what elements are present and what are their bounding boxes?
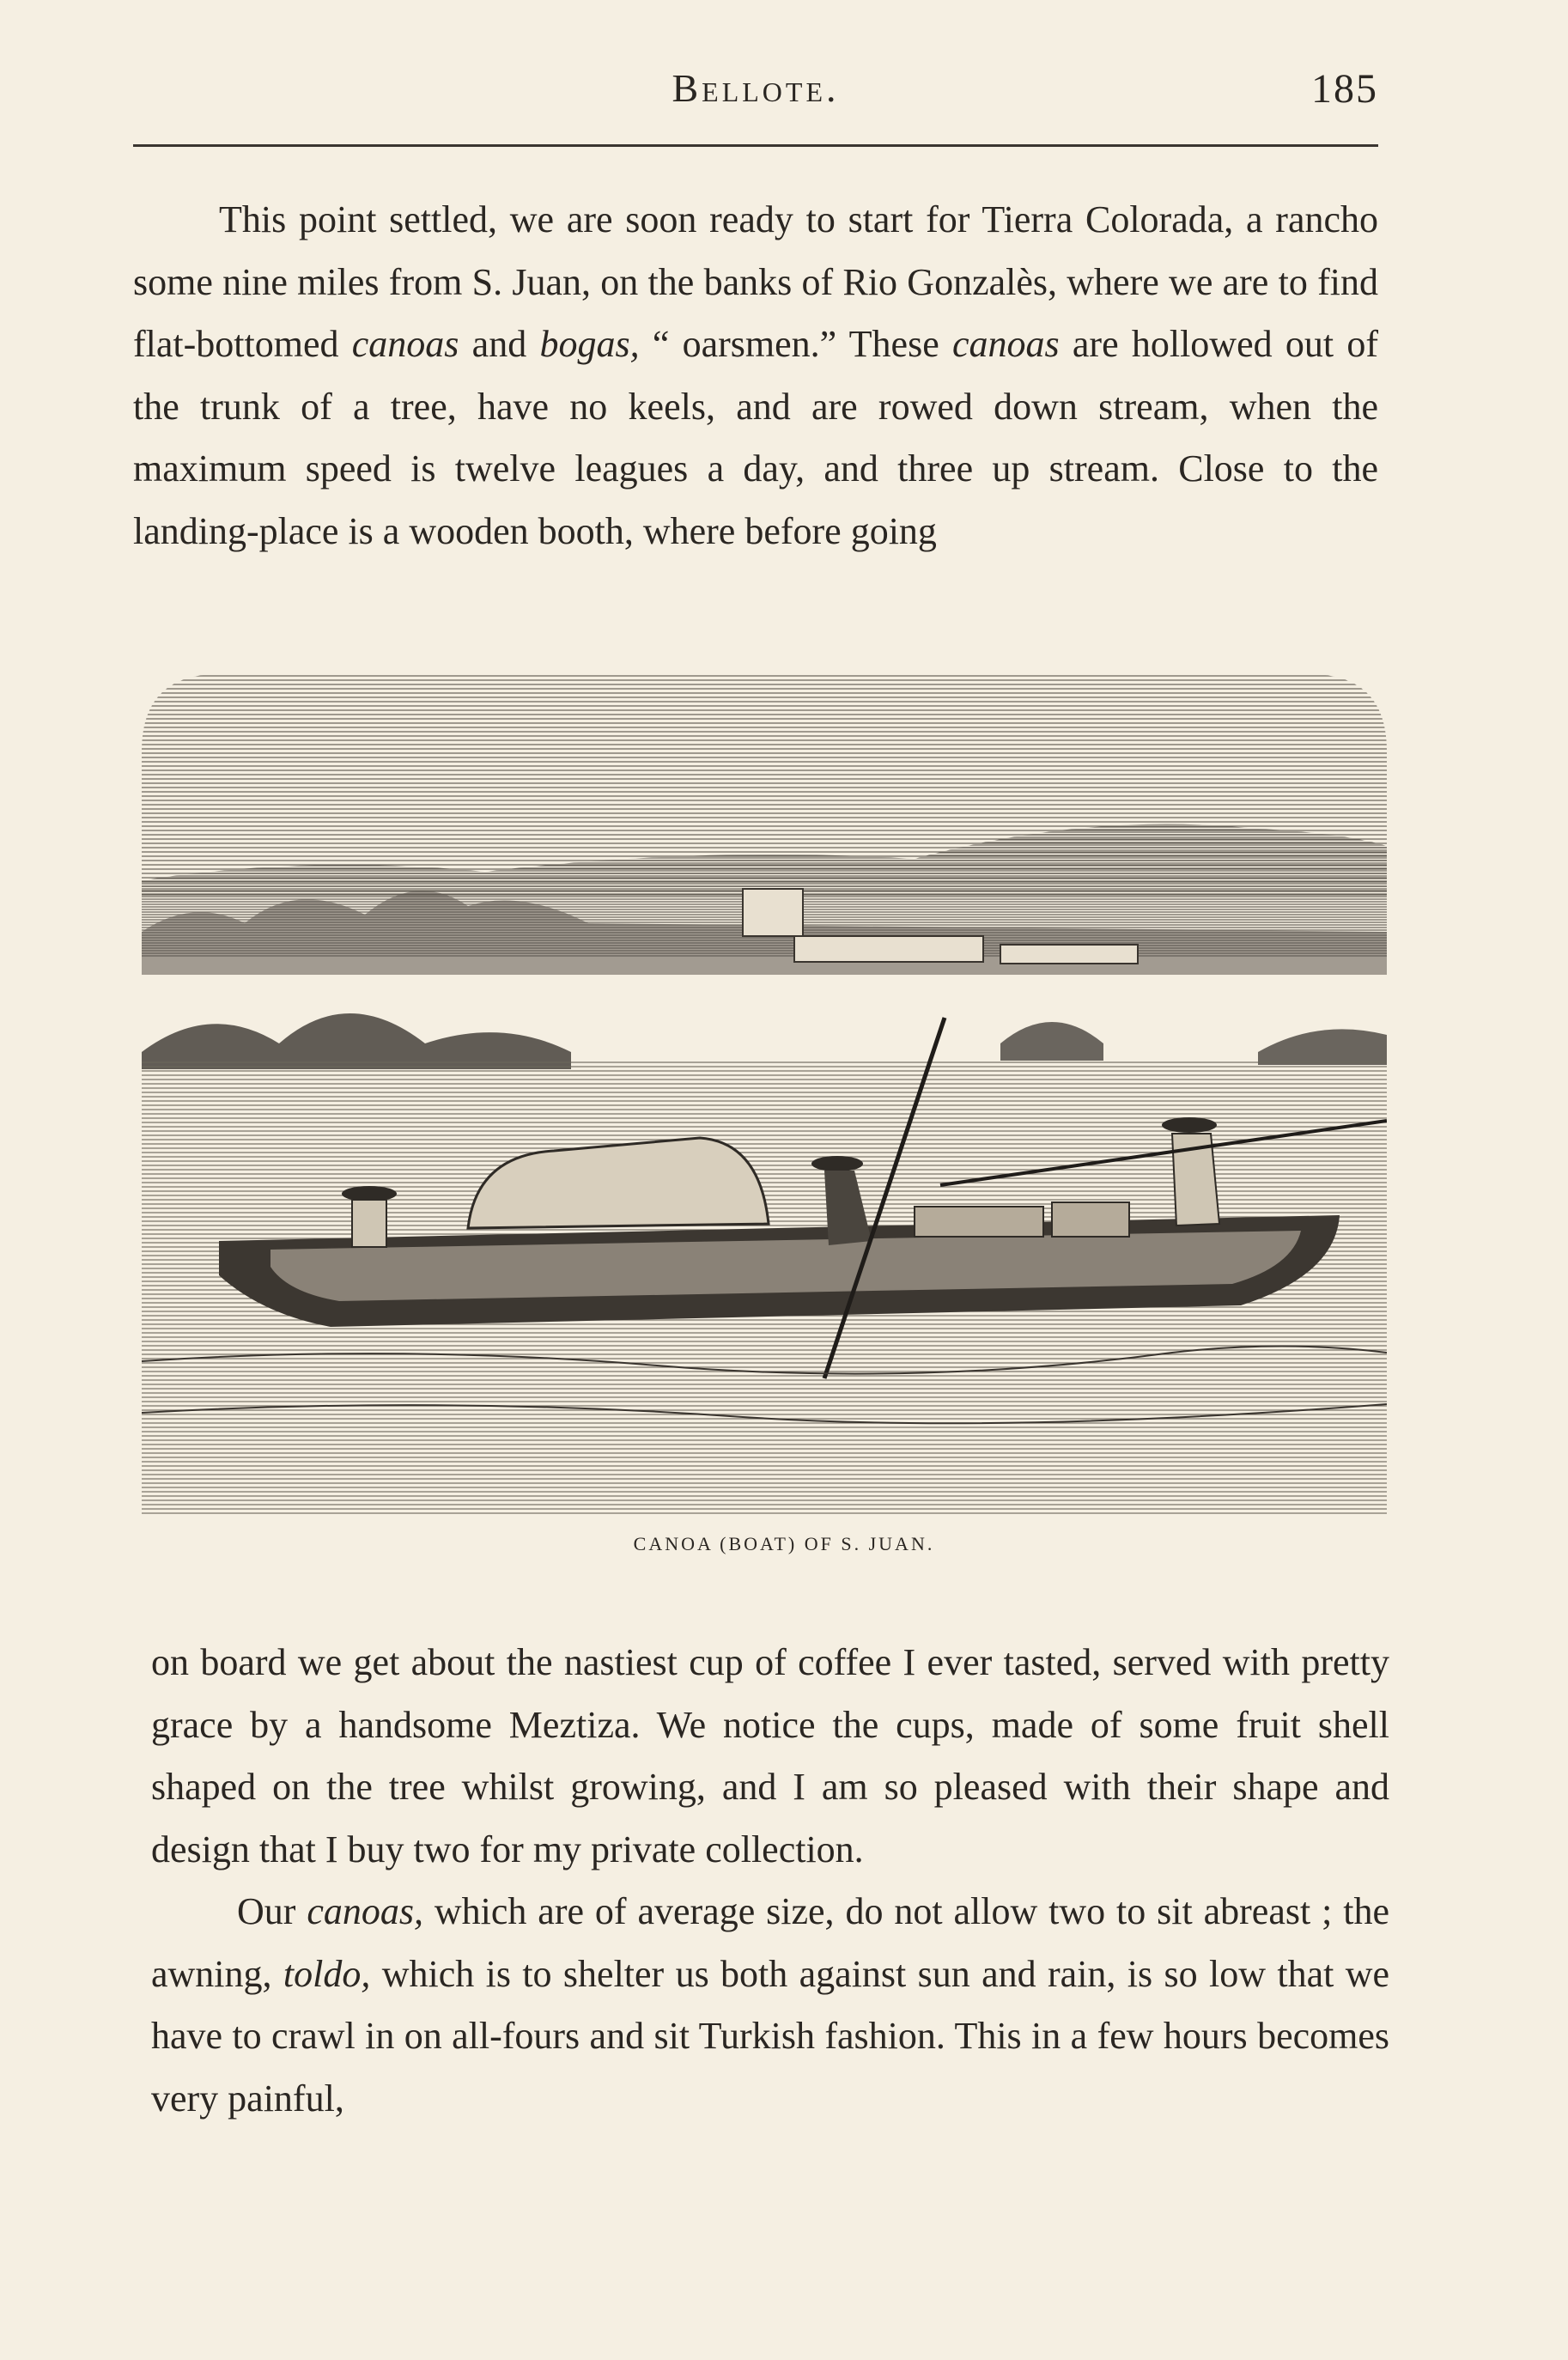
text-block-top — [133, 189, 1378, 563]
paragraph-3: Our canoas, which are of average size, do not allow two to sit abreast ; the awning, toldo, which is to shelter us both against sun and rain, is so low that we have to crawl in on all-fours and sit Turkish fashion. This in a few hours becomes very painful, — [151, 1890, 1389, 2120]
canoa-engraving — [142, 674, 1387, 1516]
text-block-bottom — [151, 1632, 1389, 2130]
figure-caption: CANOA (BOAT) OF S. JUAN. — [633, 1533, 935, 1554]
page-header — [133, 53, 1378, 131]
page-number: 185 — [1311, 66, 1378, 112]
paragraph-1: This point settled, we are soon ready to start for Tierra Colorada, a rancho some nine miles from S. Juan, on the banks of Rio Gonzalès, where we are to find flat-bottomed canoas and bogas, “ oarsmen.” These canoas are hollowed out of the trunk of a tree, have no keels, and are rowed down stream, when the maximum speed is twelve leagues a day, and three up stream. Close to the landing-place is a wooden booth, where before going — [133, 198, 1378, 552]
running-head: Bellote. — [672, 66, 840, 110]
paragraph-2: on board we get about the nastiest cup of coffee I ever tasted, served with pretty grace by a handsome Meztiza. We notice the cups, made of some fruit shell shaped on the tree whilst growing, and I am so pleased with their shape and design that I buy two for my private collection. — [151, 1641, 1389, 1870]
header-rule — [133, 144, 1378, 147]
